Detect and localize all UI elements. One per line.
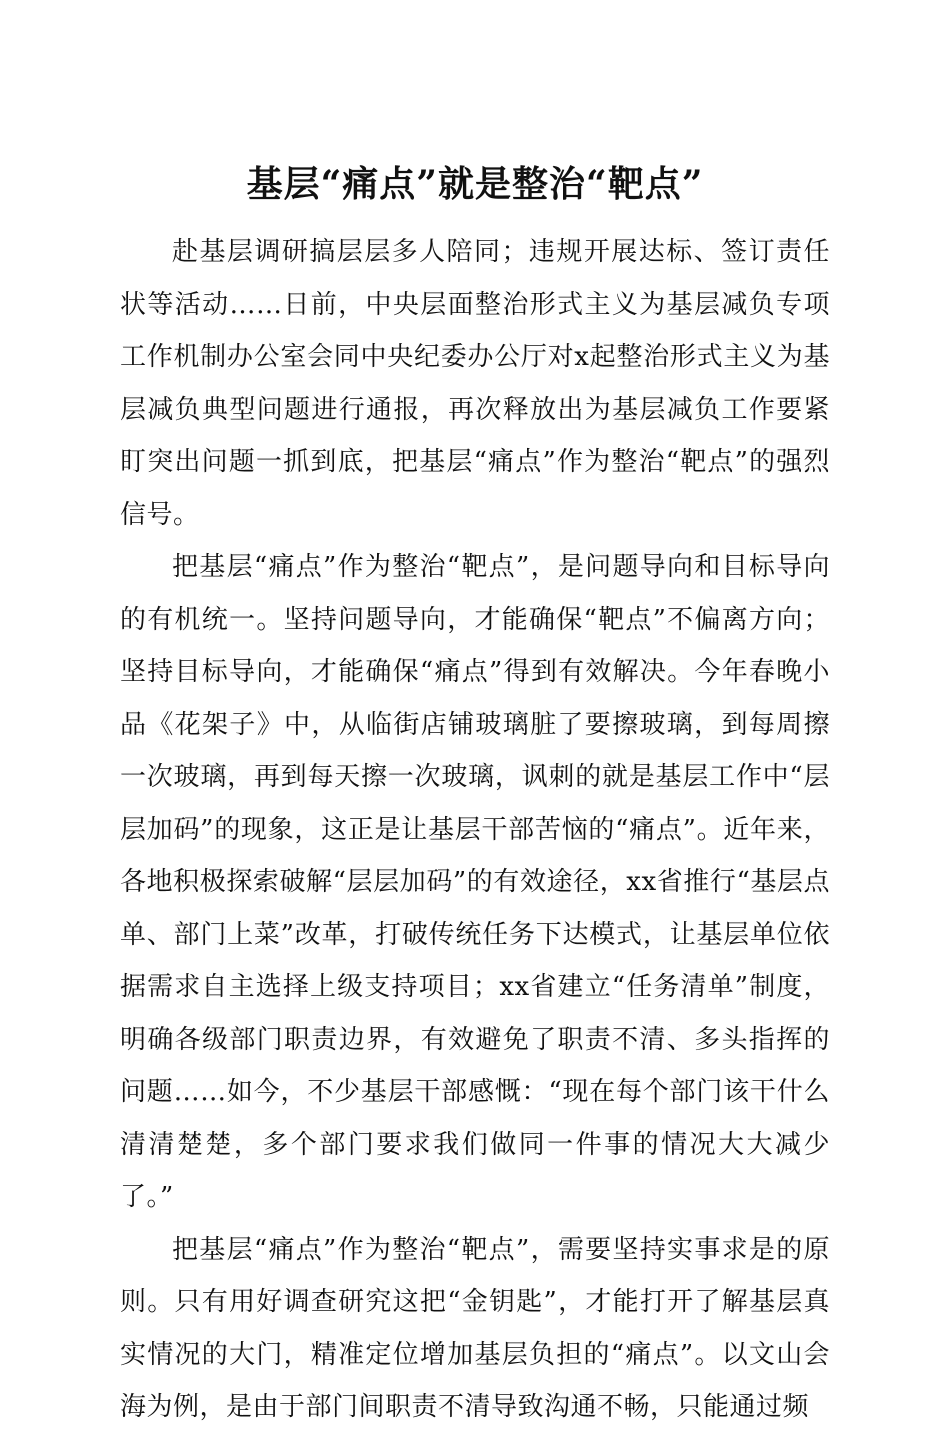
paragraph-1: 赴基层调研搞层层多人陪同；违规开展达标、签订责任状等活动……日前，中央层面整治形式主义为基层减负专项工作机制办公室会同中央纪委办公厅对x起整治形式主义为基层减负典型问题进行通报，再次释放出为基层减负工作要紧盯突出问题一抓到底，把基层“痛点”作为整治“靶点”的强烈信号。: [120, 237, 830, 530]
document-body: [120, 226, 830, 1434]
paragraph-3: 把基层“痛点”作为整治“靶点”，需要坚持实事求是的原则。只有用好调查研究这把“金钥匙”，才能打开了解基层真实情况的大门，精准定位增加基层负担的“痛点”。以文山会海为例，是由于部门间职责不清导致沟通不畅，只能通过频: [120, 1234, 830, 1422]
paragraph-2: 把基层“痛点”作为整治“靶点”，是问题导向和目标导向的有机统一。坚持问题导向，才能确保“靶点”不偏离方向；坚持目标导向，才能确保“痛点”得到有效解决。今年春晚小品《花架子》中，从临街店铺玻璃脏了要擦玻璃，到每周擦一次玻璃，再到每天擦一次玻璃，讽刺的就是基层工作中“层层加码”的现象，这正是让基层干部苦恼的“痛点”。近年来，各地积极探索破解“层层加码”的有效途径，xx省推行“基层点单、部门上菜”改革，打破传统任务下达模式，让基层单位依据需求自主选择上级支持项目；xx省建立“任务清单”制度，明确各级部门职责边界，有效避免了职责不清、多头指挥的问题……如今，不少基层干部感慨：“现在每个部门该干什么清清楚楚，多个部门要求我们做同一件事的情况大大减少了。”: [120, 552, 830, 1212]
document-title: 基层“痛点”就是整治“靶点”: [246, 163, 704, 206]
